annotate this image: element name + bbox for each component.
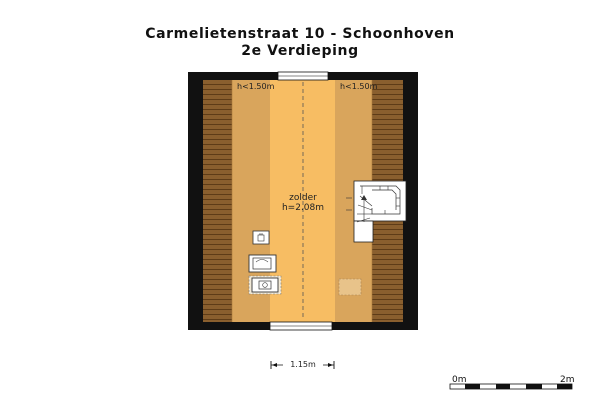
scale-start-label: 0m: [452, 375, 467, 385]
low-height-label-right: h<1.50m: [340, 82, 378, 91]
room-name: zolder: [289, 193, 317, 203]
low-ceiling-left: [203, 80, 232, 322]
dryer-symbol: [249, 276, 281, 294]
low-height-label-left: h<1.50m: [237, 82, 275, 91]
boiler-symbol: [253, 231, 269, 244]
scale-end-label: 2m: [560, 375, 575, 385]
plan-title: Carmelietenstraat 10 - Schoonhoven: [145, 26, 455, 42]
room-height: h=2.08m: [281, 203, 325, 213]
washing-machine-symbol: [249, 255, 276, 272]
attic-hatch: [339, 279, 361, 295]
plan-subtitle: 2e Verdieping: [241, 43, 359, 59]
scale-bar: [450, 375, 575, 389]
window-width-label: 1.15m: [290, 360, 316, 369]
window-dimension: [271, 359, 334, 369]
